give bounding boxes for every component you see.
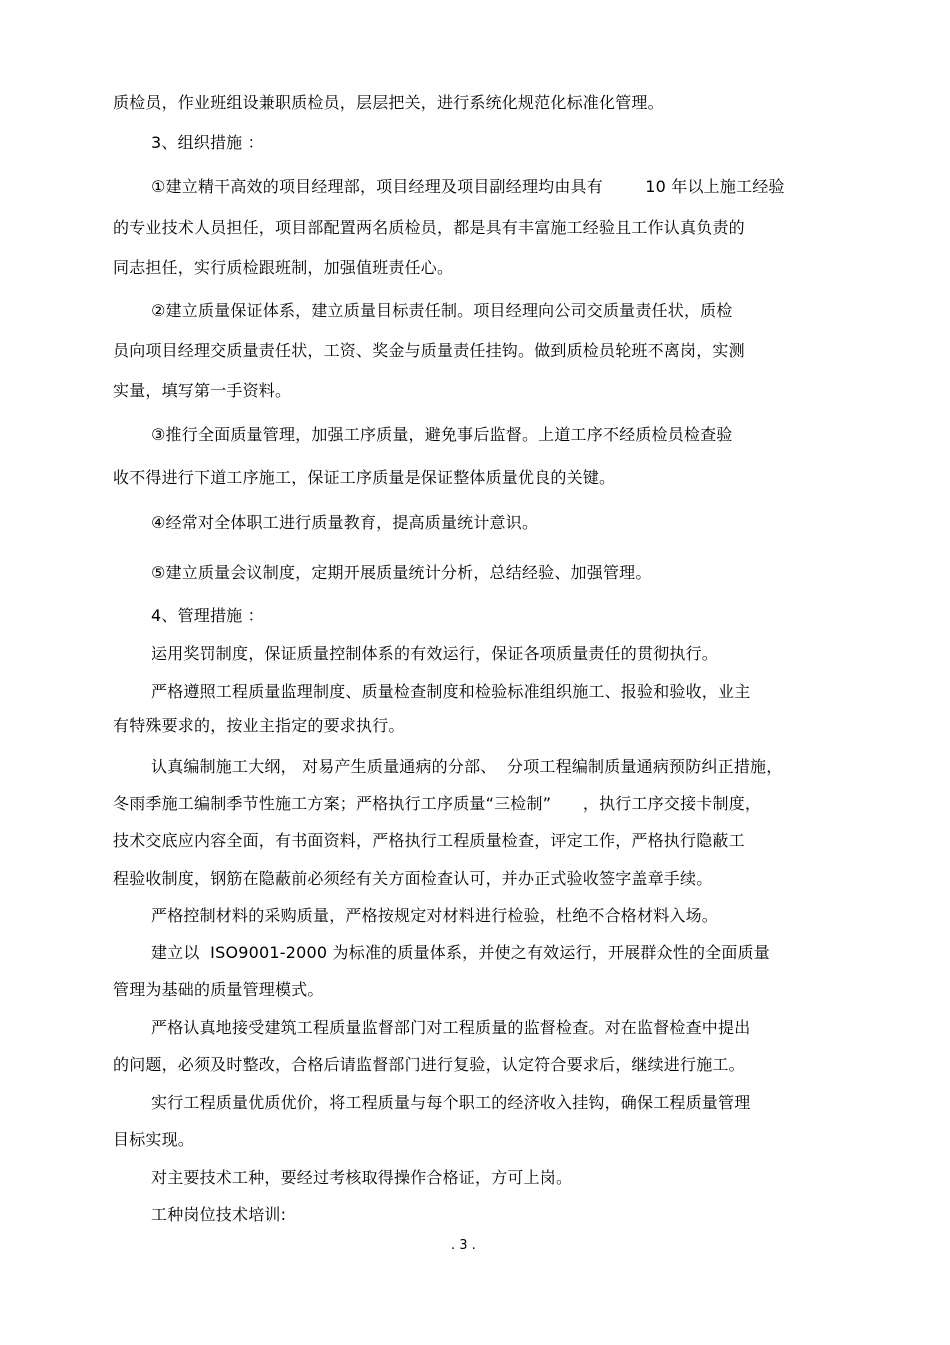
body-text-line: 管理为基础的质量管理模式。 (113, 980, 324, 999)
body-text-line: 的专业技术人员担任，项目部配置两名质检员，都是具有丰富施工经验且工作认真负责的 (113, 218, 745, 237)
body-text-line: 建立以 ISO9001-2000 为标准的质量体系，并使之有效运行，开展群众性的全面质量 (151, 943, 770, 962)
body-text-line: 认真编制施工大纲， 对易产生质量通病的分部、 分项工程编制质量通病预防纠正措施， (151, 757, 783, 776)
body-text-line: 的问题，必须及时整改，合格后请监督部门进行复验，认定符合要求后，继续进行施工。 (113, 1055, 745, 1074)
body-text-line: 质检员，作业班组设兼职质检员，层层把关，进行系统化规范化标准化管理。 (113, 93, 664, 112)
body-text-line: 严格控制材料的采购质量，严格按规定对材料进行检验，杜绝不合格材料入场。 (151, 906, 719, 925)
body-text-line: 对主要技术工种，要经过考核取得操作合格证，方可上岗。 (151, 1168, 573, 1187)
body-text-line: 同志担任，实行质检跟班制，加强值班责任心。 (113, 258, 454, 277)
body-text-line: 严格认真地接受建筑工程质量监督部门对工程质量的监督检查。对在监督检查中提出 (151, 1018, 751, 1037)
body-text-line: 技术交底应内容全面，有书面资料，严格执行工程质量检查，评定工作，严格执行隐蔽工 (113, 831, 745, 850)
body-text-line: 工种岗位技术培训: (151, 1205, 287, 1224)
body-text-line: ③推行全面质量管理，加强工序质量，避免事后监督。上道工序不经质检员检查验 (151, 425, 733, 444)
body-text-line: ④经常对全体职工进行质量教育，提高质量统计意识。 (151, 513, 539, 532)
body-text-line: 程验收制度，钢筋在隐蔽前必须经有关方面检查认可，并办正式验收签字盖章手续。 (113, 869, 713, 888)
body-text-line: ①建立精干高效的项目经理部，项目经理及项目副经理均由具有 10 年以上施工经验 (151, 177, 785, 196)
body-text-line: 严格遵照工程质量监理制度、质量检查制度和检验标准组织施工、报验和验收，业主 (151, 682, 751, 701)
body-text-line: 实量，填写第一手资料。 (113, 381, 292, 400)
section-heading: 3、组织措施 ： (151, 133, 264, 152)
body-text-line: 运用奖罚制度，保证质量控制体系的有效运行，保证各项质量责任的贯彻执行。 (151, 644, 719, 663)
body-text-line: 有特殊要求的，按业主指定的要求执行。 (113, 716, 405, 735)
body-text-line: 冬雨季施工编制季节性施工方案；严格执行工序质量“三检制” ，执行工序交接卡制度， (113, 794, 762, 813)
page-number: . 3 . (451, 1238, 476, 1253)
body-text-line: 员向项目经理交质量责任状，工资、奖金与质量责任挂钩。做到质检员轮班不离岗，实测 (113, 341, 745, 360)
section-heading: 4、管理措施 ： (151, 606, 264, 625)
body-text-line: 目标实现。 (113, 1130, 195, 1149)
body-text-line: 收不得进行下道工序施工，保证工序质量是保证整体质量优良的关键。 (113, 468, 616, 487)
body-text-line: ⑤建立质量会议制度，定期开展质量统计分析，总结经验、加强管理。 (151, 563, 652, 582)
body-text-line: ②建立质量保证体系，建立质量目标责任制。项目经理向公司交质量责任状，质检 (151, 301, 733, 320)
body-text-line: 实行工程质量优质优价，将工程质量与每个职工的经济收入挂钩，确保工程质量管理 (151, 1093, 751, 1112)
